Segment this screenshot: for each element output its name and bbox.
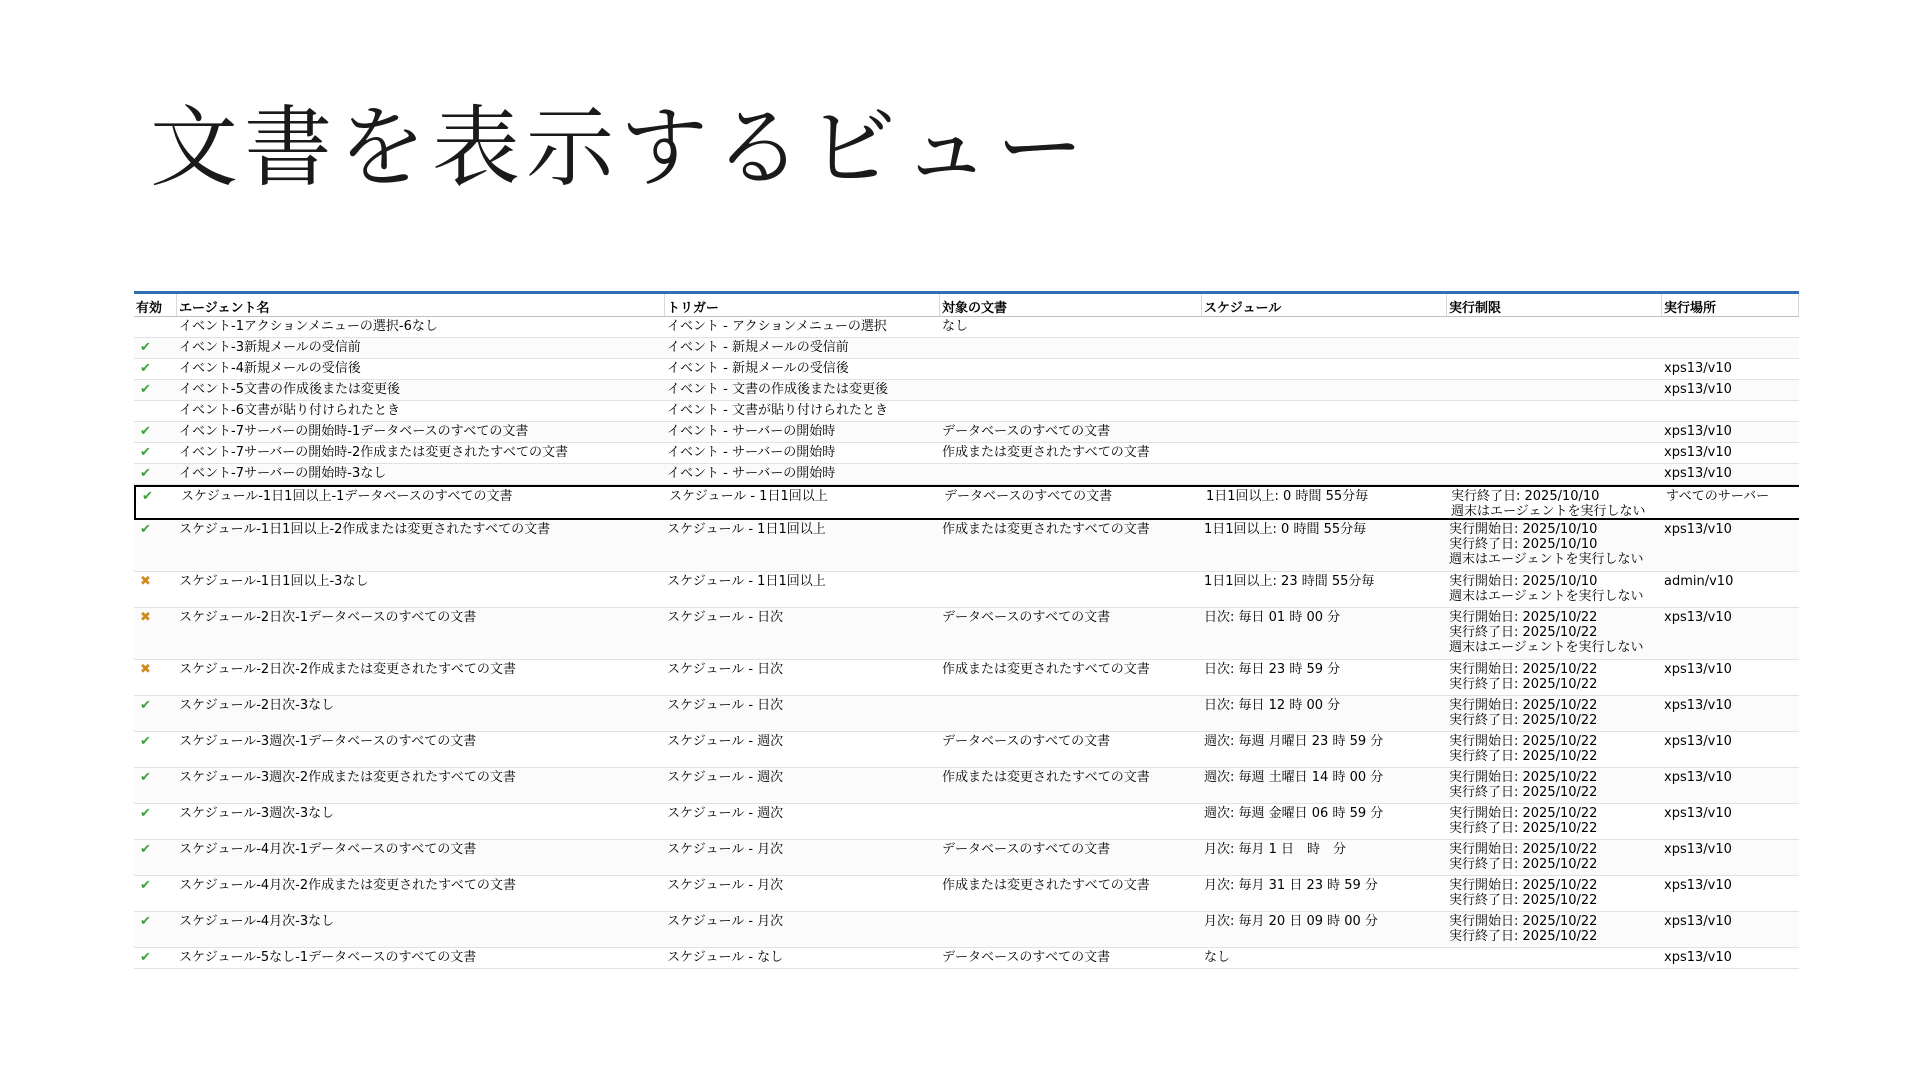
status-cell <box>134 660 177 695</box>
column-header-run-location[interactable]: 実行場所 <box>1662 294 1799 316</box>
table-row[interactable] <box>134 840 1799 876</box>
schedule-cell <box>1202 338 1447 358</box>
run-limit-cell <box>1447 464 1662 484</box>
target-cell <box>940 380 1202 400</box>
agent-name-cell: イベント-3新規メールの受信前 <box>179 340 361 355</box>
trigger-cell: スケジュール - 週次 <box>667 806 784 821</box>
schedule-cell: 1日1回以上: 0 時間 55分毎 <box>1206 489 1369 504</box>
table-row[interactable] <box>134 768 1799 804</box>
trigger-cell: イベント - 文書が貼り付けられたとき <box>667 403 888 418</box>
target-cell <box>940 338 1202 358</box>
run-location-cell: xps13/v10 <box>1664 466 1732 481</box>
schedule-cell: 1日1回以上: 23 時間 55分毎 <box>1204 574 1375 589</box>
trigger-cell: スケジュール - なし <box>667 950 784 965</box>
run-limit-cell <box>1447 359 1662 379</box>
table-row[interactable] <box>134 876 1799 912</box>
schedule-cell: 日次: 毎日 23 時 59 分 <box>1204 662 1341 677</box>
target-cell: データベースのすべての文書 <box>942 610 1111 625</box>
enabled-check-icon: ✔ <box>140 698 151 713</box>
status-cell <box>134 401 177 421</box>
enabled-check-icon: ✔ <box>140 878 151 893</box>
trigger-cell: イベント - アクションメニューの選択 <box>667 319 887 334</box>
agent-name-cell: イベント-7サーバーの開始時-1データベースのすべての文書 <box>179 424 529 439</box>
agent-name-cell: イベント-5文書の作成後または変更後 <box>179 382 400 397</box>
agent-name-cell: スケジュール-5なし-1データベースのすべての文書 <box>179 950 477 965</box>
column-header-schedule[interactable]: スケジュール <box>1202 294 1447 316</box>
agent-name-cell: スケジュール-2日次-2作成または変更されたすべての文書 <box>179 662 516 677</box>
schedule-cell: 日次: 毎日 12 時 00 分 <box>1204 698 1341 713</box>
run-location-cell <box>1662 317 1799 337</box>
status-cell <box>134 768 177 803</box>
column-header-enabled[interactable]: 有効 <box>134 294 177 316</box>
trigger-cell: スケジュール - 1日1回以上 <box>669 489 828 504</box>
run-limit-cell: 実行開始日: 2025/10/22 実行終了日: 2025/10/22 <box>1449 878 1598 908</box>
table-row[interactable] <box>134 485 1799 520</box>
schedule-cell: 月次: 毎月 20 日 09 時 00 分 <box>1204 914 1378 929</box>
schedule-cell <box>1202 401 1447 421</box>
run-location-cell: xps13/v10 <box>1664 770 1732 785</box>
run-limit-cell: 実行開始日: 2025/10/22 実行終了日: 2025/10/22 <box>1449 734 1598 764</box>
agent-name-cell: イベント-1アクションメニューの選択-6なし <box>179 319 438 334</box>
column-header-run-limit[interactable]: 実行制限 <box>1447 294 1662 316</box>
table-header <box>134 294 1799 317</box>
column-header-target-documents[interactable]: 対象の文書 <box>940 294 1202 316</box>
schedule-cell: 週次: 毎週 土曜日 14 時 00 分 <box>1204 770 1384 785</box>
target-cell: 作成または変更されたすべての文書 <box>942 878 1150 893</box>
status-cell <box>134 876 177 911</box>
agent-name-cell: イベント-4新規メールの受信後 <box>179 361 361 376</box>
table-row[interactable] <box>134 948 1799 969</box>
table-row[interactable] <box>134 696 1799 732</box>
schedule-cell <box>1202 359 1447 379</box>
page-title: 文書を表示するビュー <box>150 96 1091 199</box>
table-row[interactable] <box>134 401 1799 422</box>
trigger-cell: スケジュール - 週次 <box>667 734 784 749</box>
target-cell: データベースのすべての文書 <box>944 489 1113 504</box>
enabled-check-icon: ✔ <box>140 914 151 929</box>
trigger-cell: スケジュール - 月次 <box>667 878 784 893</box>
table-row[interactable] <box>134 732 1799 768</box>
run-limit-cell: 実行開始日: 2025/10/22 実行終了日: 2025/10/22 <box>1449 770 1598 800</box>
agent-name-cell: スケジュール-1日1回以上-2作成または変更されたすべての文書 <box>179 522 551 537</box>
table-row[interactable] <box>134 464 1799 485</box>
run-location-cell: xps13/v10 <box>1664 445 1732 460</box>
agent-name-cell: イベント-6文書が貼り付けられたとき <box>179 403 400 418</box>
table-row[interactable] <box>134 443 1799 464</box>
table-row[interactable] <box>134 338 1799 359</box>
run-location-cell: xps13/v10 <box>1664 610 1732 625</box>
run-location-cell: xps13/v10 <box>1664 662 1732 677</box>
agent-name-cell: スケジュール-4月次-1データベースのすべての文書 <box>179 842 477 857</box>
run-limit-cell: 実行開始日: 2025/10/10 週末はエージェントを実行しない <box>1449 574 1644 604</box>
table-row[interactable] <box>134 359 1799 380</box>
run-location-cell: xps13/v10 <box>1664 734 1732 749</box>
trigger-cell: イベント - サーバーの開始時 <box>667 466 836 481</box>
table-row[interactable] <box>134 317 1799 338</box>
status-cell <box>134 840 177 875</box>
target-cell <box>940 464 1202 484</box>
target-cell: 作成または変更されたすべての文書 <box>942 522 1150 537</box>
column-header-trigger[interactable]: トリガー <box>665 294 940 316</box>
run-limit-cell: 実行開始日: 2025/10/10 実行終了日: 2025/10/10 週末はエージェントを実行しない <box>1449 522 1644 567</box>
target-cell: 作成または変更されたすべての文書 <box>942 445 1150 460</box>
target-cell <box>940 401 1202 421</box>
run-location-cell <box>1662 338 1799 358</box>
table-row[interactable] <box>134 660 1799 696</box>
enabled-check-icon: ✔ <box>140 424 151 439</box>
trigger-cell: イベント - 新規メールの受信前 <box>667 340 849 355</box>
status-cell <box>134 804 177 839</box>
status-cell <box>134 948 177 968</box>
target-cell: データベースのすべての文書 <box>942 950 1111 965</box>
enabled-check-icon: ✔ <box>140 382 151 397</box>
status-cell <box>134 380 177 400</box>
run-location-cell <box>1662 401 1799 421</box>
enabled-check-icon: ✔ <box>140 770 151 785</box>
trigger-cell: スケジュール - 1日1回以上 <box>667 522 826 537</box>
schedule-cell: 週次: 毎週 月曜日 23 時 59 分 <box>1204 734 1384 749</box>
run-location-cell: xps13/v10 <box>1664 361 1732 376</box>
disabled-warning-icon: ✖ <box>140 662 151 677</box>
table-row[interactable] <box>134 422 1799 443</box>
schedule-cell: なし <box>1204 950 1231 965</box>
run-limit-cell: 実行開始日: 2025/10/22 実行終了日: 2025/10/22 <box>1449 914 1598 944</box>
target-cell: データベースのすべての文書 <box>942 424 1111 439</box>
target-cell: 作成または変更されたすべての文書 <box>942 662 1150 677</box>
trigger-cell: スケジュール - 週次 <box>667 770 784 785</box>
enabled-check-icon: ✔ <box>140 842 151 857</box>
table-row[interactable] <box>134 572 1799 608</box>
disabled-warning-icon: ✖ <box>140 574 151 589</box>
agent-name-cell: スケジュール-3週次-3なし <box>179 806 335 821</box>
enabled-check-icon: ✔ <box>140 340 151 355</box>
target-cell: データベースのすべての文書 <box>942 734 1111 749</box>
run-limit-cell: 実行開始日: 2025/10/22 実行終了日: 2025/10/22 <box>1449 806 1598 836</box>
status-cell <box>134 732 177 767</box>
trigger-cell: スケジュール - 日次 <box>667 662 784 677</box>
run-location-cell: xps13/v10 <box>1664 424 1732 439</box>
run-location-cell: xps13/v10 <box>1664 878 1732 893</box>
run-limit-cell <box>1447 443 1662 463</box>
run-location-cell: xps13/v10 <box>1664 806 1732 821</box>
run-limit-cell: 実行開始日: 2025/10/22 実行終了日: 2025/10/22 週末はエージェントを実行しない <box>1449 610 1644 655</box>
enabled-check-icon: ✔ <box>142 489 153 504</box>
status-cell <box>134 608 177 659</box>
enabled-check-icon: ✔ <box>140 806 151 821</box>
target-cell: なし <box>942 319 969 334</box>
status-cell <box>134 338 177 358</box>
agent-name-cell: スケジュール-1日1回以上-1データベースのすべての文書 <box>181 489 513 504</box>
trigger-cell: イベント - 文書の作成後または変更後 <box>667 382 888 397</box>
status-cell <box>134 696 177 731</box>
agent-name-cell: スケジュール-2日次-3なし <box>179 698 335 713</box>
schedule-cell <box>1202 317 1447 337</box>
agent-name-cell: スケジュール-4月次-2作成または変更されたすべての文書 <box>179 878 516 893</box>
agent-name-cell: スケジュール-4月次-3なし <box>179 914 335 929</box>
run-location-cell: xps13/v10 <box>1664 950 1732 965</box>
run-limit-cell: 実行終了日: 2025/10/10 週末はエージェントを実行しない <box>1451 489 1646 518</box>
run-location-cell: xps13/v10 <box>1664 914 1732 929</box>
table-row[interactable] <box>134 608 1799 660</box>
schedule-cell <box>1202 464 1447 484</box>
run-limit-cell <box>1447 338 1662 358</box>
status-cell <box>134 912 177 947</box>
disabled-warning-icon: ✖ <box>140 610 151 625</box>
schedule-cell: 月次: 毎月 1 日 時 分 <box>1204 842 1347 857</box>
table-row[interactable] <box>134 380 1799 401</box>
run-limit-cell <box>1447 380 1662 400</box>
target-cell <box>940 804 1202 839</box>
status-cell <box>134 359 177 379</box>
run-location-cell: xps13/v10 <box>1664 382 1732 397</box>
trigger-cell: イベント - サーバーの開始時 <box>667 424 836 439</box>
enabled-check-icon: ✔ <box>140 522 151 537</box>
run-limit-cell <box>1447 401 1662 421</box>
enabled-check-icon: ✔ <box>140 466 151 481</box>
run-location-cell: xps13/v10 <box>1664 842 1732 857</box>
agent-name-cell: スケジュール-1日1回以上-3なし <box>179 574 369 589</box>
enabled-check-icon: ✔ <box>140 734 151 749</box>
agent-view-table <box>134 291 1799 969</box>
trigger-cell: イベント - 新規メールの受信後 <box>667 361 849 376</box>
schedule-cell: 1日1回以上: 0 時間 55分毎 <box>1204 522 1367 537</box>
trigger-cell: イベント - サーバーの開始時 <box>667 445 836 460</box>
status-cell <box>134 520 177 571</box>
run-location-cell: xps13/v10 <box>1664 698 1732 713</box>
agent-name-cell: スケジュール-3週次-1データベースのすべての文書 <box>179 734 477 749</box>
schedule-cell <box>1202 380 1447 400</box>
trigger-cell: スケジュール - 日次 <box>667 698 784 713</box>
run-limit-cell <box>1447 317 1662 337</box>
run-location-cell: admin/v10 <box>1664 574 1734 589</box>
trigger-cell: スケジュール - 月次 <box>667 914 784 929</box>
trigger-cell: スケジュール - 日次 <box>667 610 784 625</box>
table-row[interactable] <box>134 912 1799 948</box>
status-cell <box>134 443 177 463</box>
run-limit-cell: 実行開始日: 2025/10/22 実行終了日: 2025/10/22 <box>1449 662 1598 692</box>
agent-name-cell: スケジュール-3週次-2作成または変更されたすべての文書 <box>179 770 516 785</box>
run-limit-cell <box>1447 948 1662 968</box>
schedule-cell: 月次: 毎月 31 日 23 時 59 分 <box>1204 878 1378 893</box>
enabled-check-icon: ✔ <box>140 361 151 376</box>
run-limit-cell <box>1447 422 1662 442</box>
schedule-cell: 日次: 毎日 01 時 00 分 <box>1204 610 1341 625</box>
status-cell <box>134 422 177 442</box>
status-cell <box>134 572 177 607</box>
table-row[interactable] <box>134 520 1799 572</box>
schedule-cell <box>1202 443 1447 463</box>
table-body <box>134 317 1799 969</box>
agent-name-cell: イベント-7サーバーの開始時-3なし <box>179 466 387 481</box>
target-cell: データベースのすべての文書 <box>942 842 1111 857</box>
target-cell <box>940 696 1202 731</box>
status-cell <box>134 464 177 484</box>
schedule-cell <box>1202 422 1447 442</box>
trigger-cell: スケジュール - 月次 <box>667 842 784 857</box>
run-location-cell: xps13/v10 <box>1664 522 1732 537</box>
target-cell: 作成または変更されたすべての文書 <box>942 770 1150 785</box>
target-cell <box>940 912 1202 947</box>
trigger-cell: スケジュール - 1日1回以上 <box>667 574 826 589</box>
agent-name-cell: スケジュール-2日次-1データベースのすべての文書 <box>179 610 477 625</box>
enabled-check-icon: ✔ <box>140 950 151 965</box>
status-cell <box>134 317 177 337</box>
table-row[interactable] <box>134 804 1799 840</box>
schedule-cell: 週次: 毎週 金曜日 06 時 59 分 <box>1204 806 1384 821</box>
run-location-cell: すべてのサーバー <box>1666 489 1770 504</box>
target-cell <box>940 359 1202 379</box>
run-limit-cell: 実行開始日: 2025/10/22 実行終了日: 2025/10/22 <box>1449 842 1598 872</box>
agent-name-cell: イベント-7サーバーの開始時-2作成または変更されたすべての文書 <box>179 445 569 460</box>
enabled-check-icon: ✔ <box>140 445 151 460</box>
run-limit-cell: 実行開始日: 2025/10/22 実行終了日: 2025/10/22 <box>1449 698 1598 728</box>
target-cell <box>940 572 1202 607</box>
column-header-agent-name[interactable]: エージェント名 <box>177 294 665 316</box>
status-cell <box>136 487 179 518</box>
